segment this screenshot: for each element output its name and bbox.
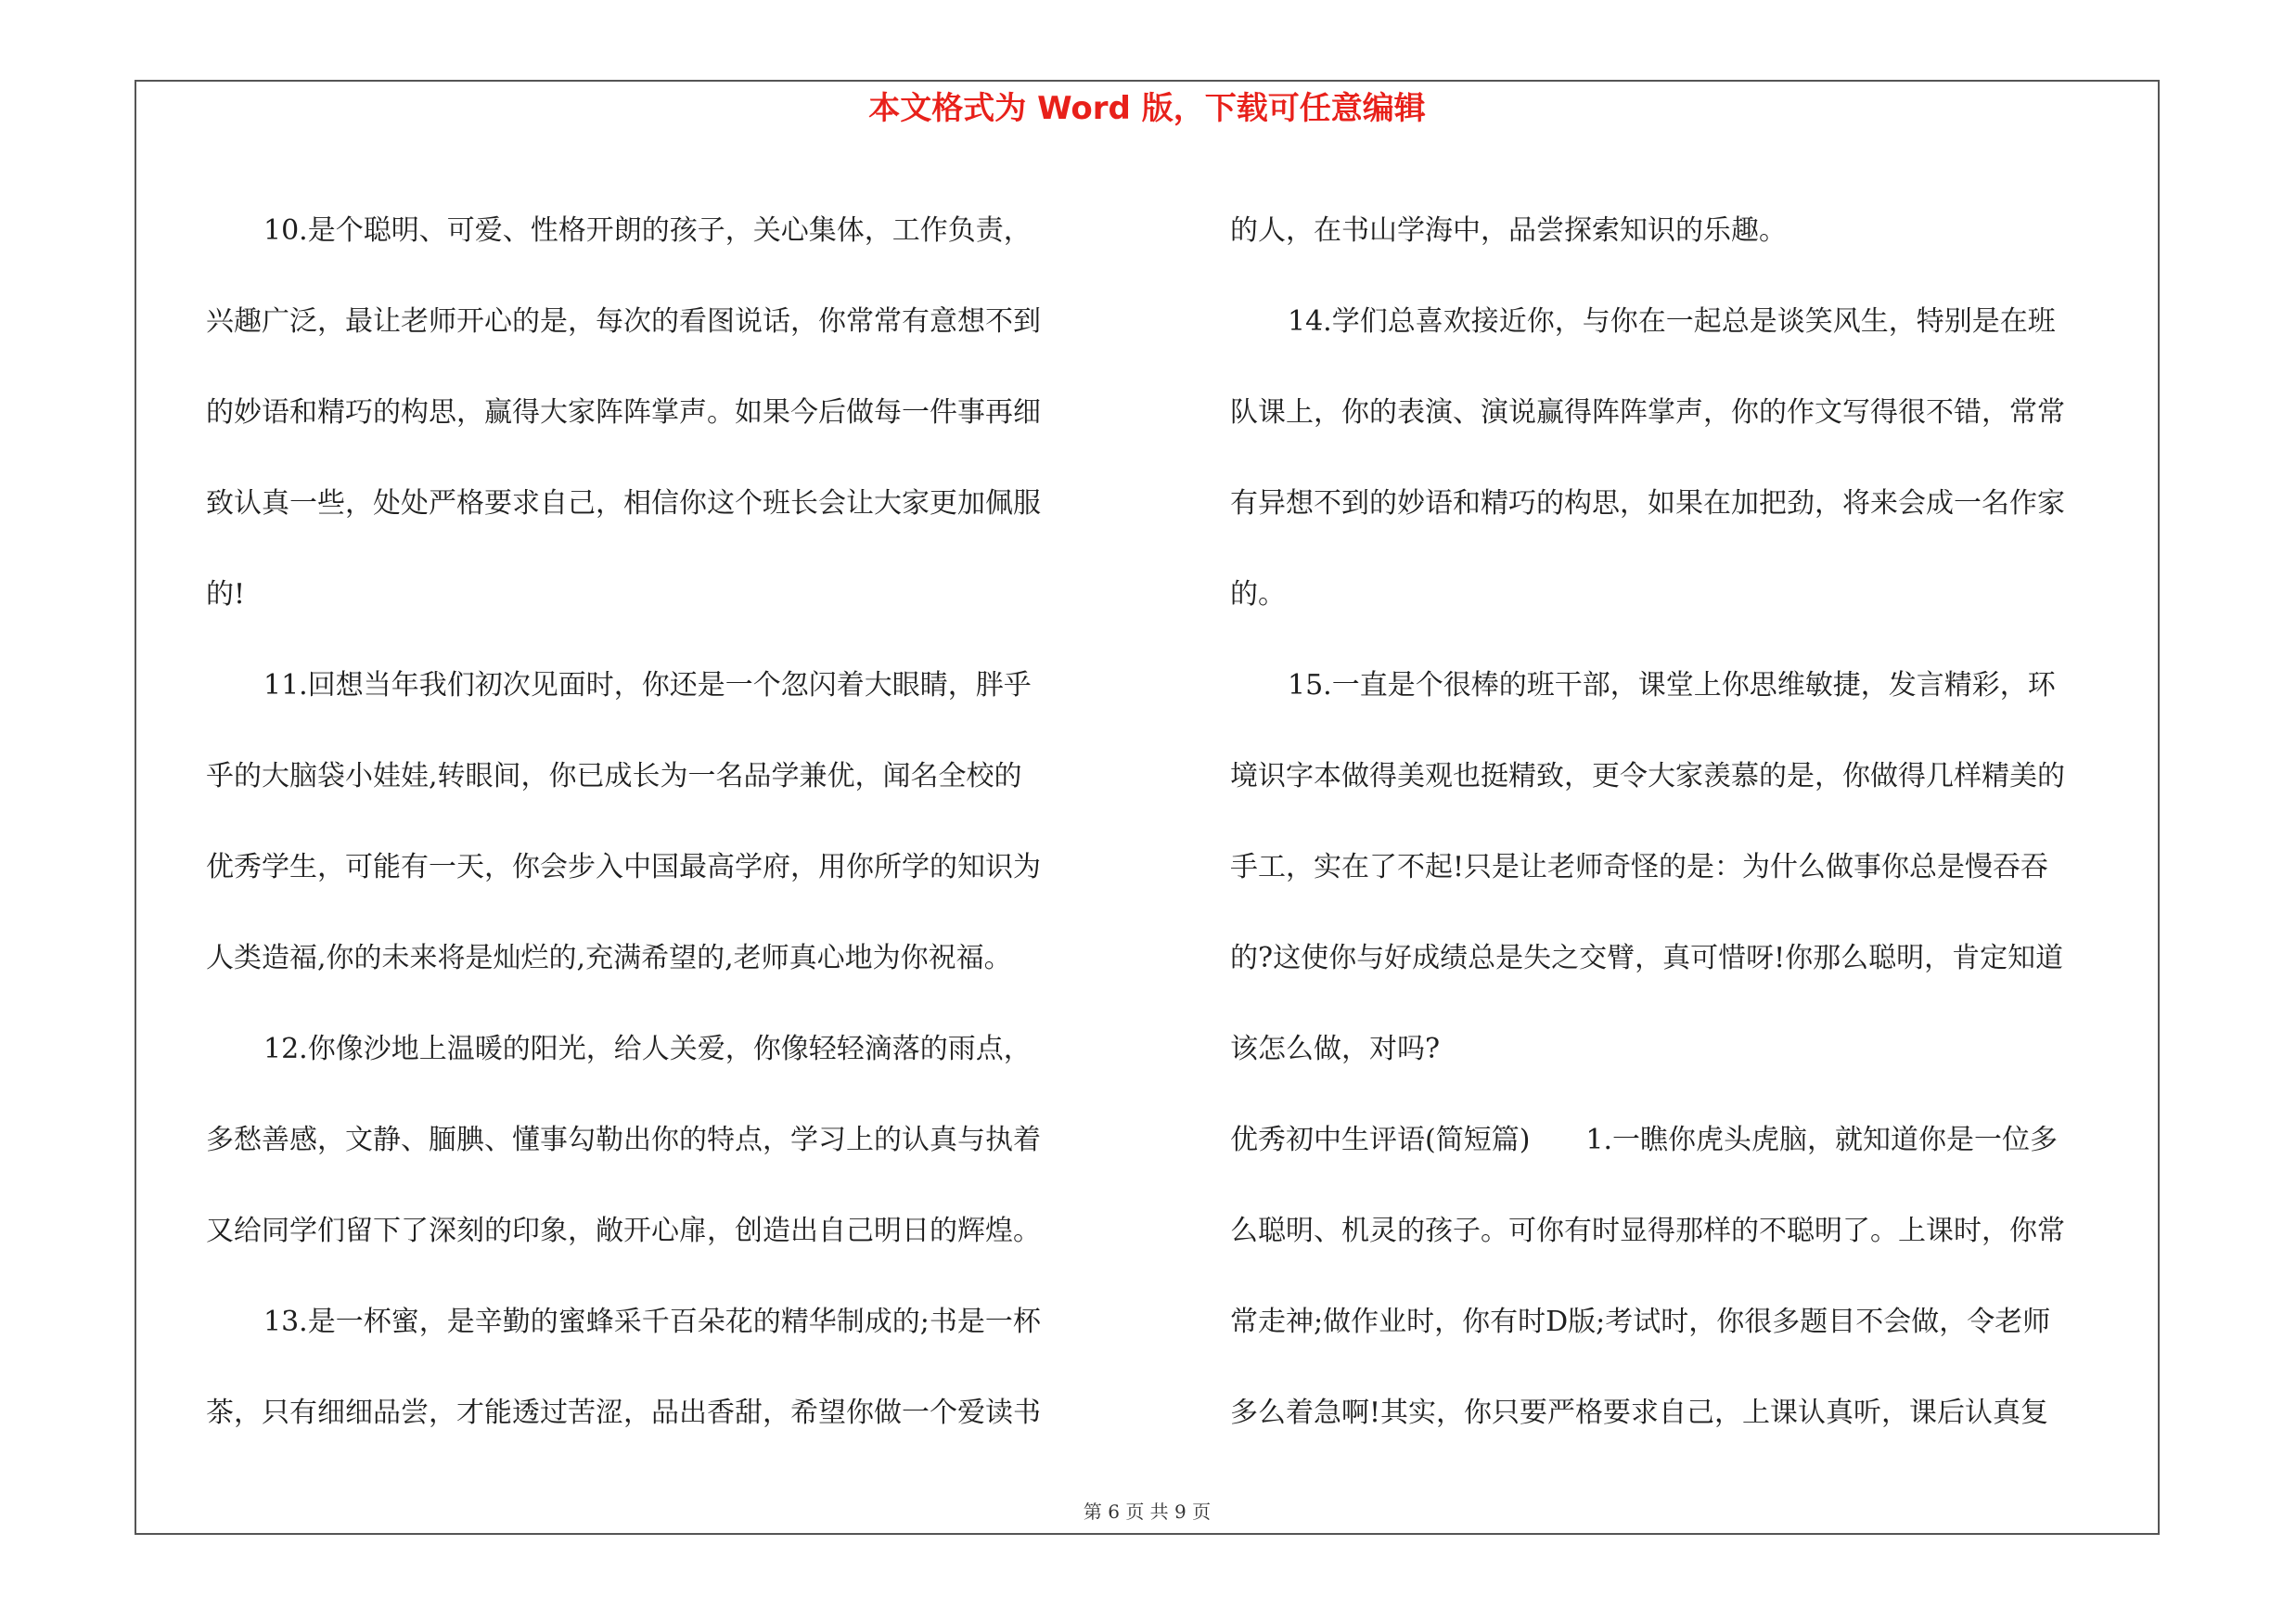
text-line: 多愁善感，文静、腼腆、懂事勾勒出你的特点，学习上的认真与执着	[206, 1124, 1041, 1156]
text-line: 11.回想当年我们初次见面时，你还是一个忽闪着大眼睛，胖乎	[263, 669, 1032, 702]
text-line: 13.是一杯蜜，是辛勤的蜜蜂采千百朵花的精华制成的;书是一杯	[263, 1306, 1041, 1338]
text-line: 的。	[1230, 578, 1286, 611]
text-line: 又给同学们留下了深刻的印象，敞开心扉，创造出自己明日的辉煌。	[206, 1215, 1041, 1247]
page-number: 第 6 页 共 9 页	[1083, 1501, 1212, 1523]
text-line: 茶，只有细细品尝，才能透过苦涩，品出香甜，希望你做一个爱读书	[206, 1397, 1041, 1429]
text-line: 多么着急啊!其实，你只要严格要求自己，上课认真听，课后认真复	[1230, 1397, 2049, 1429]
text-line: 10.是个聪明、可爱、性格开朗的孩子，关心集体，工作负责，	[263, 214, 1032, 247]
text-line: 境识字本做得美观也挺精致，更令大家羡慕的是，你做得几样精美的	[1230, 760, 2065, 792]
text-line: 14.学们总喜欢接近你，与你在一起总是谈笑风生，特别是在班	[1288, 305, 2056, 338]
text-line: 有异想不到的妙语和精巧的构思，如果在加把劲，将来会成一名作家	[1230, 487, 2065, 520]
text-line: 12.你像沙地上温暖的阳光，给人关爱，你像轻轻滴落的雨点，	[263, 1033, 1032, 1065]
left-column	[206, 186, 1124, 1459]
text-line: 人类造福,你的未来将是灿烂的,充满希望的,老师真心地为你祝福。	[206, 942, 1012, 974]
right-column	[1230, 186, 2148, 1459]
text-line: 队课上，你的表演、演说赢得阵阵掌声，你的作文写得很不错，常常	[1230, 396, 2065, 429]
text-line: 常走神;做作业时，你有时D版;考试时，你很多题目不会做，令老师	[1230, 1306, 2051, 1338]
text-line: 致认真一些，处处严格要求自己，相信你这个班长会让大家更加佩服	[206, 487, 1041, 520]
text-line: 优秀初中生评语(简短篇) 1.一瞧你虎头虎脑，就知道你是一位多	[1230, 1124, 2059, 1156]
text-line: 该怎么做，对吗?	[1230, 1033, 1441, 1065]
text-line: 的!	[206, 578, 246, 611]
header-banner: 本文格式为 Word 版，下载可任意编辑	[868, 90, 1426, 127]
text-line: 么聪明、机灵的孩子。可你有时显得那样的不聪明了。上课时，你常	[1230, 1215, 2065, 1247]
text-line: 15.一直是个很棒的班干部，课堂上你思维敏捷，发言精彩，环	[1288, 669, 2056, 702]
text-line: 乎的大脑袋小娃娃,转眼间，你已成长为一名品学兼优，闻名全校的	[206, 760, 1022, 792]
text-line: 的人，在书山学海中，品尝探索知识的乐趣。	[1230, 214, 1787, 247]
text-line: 兴趣广泛，最让老师开心的是，每次的看图说话，你常常有意想不到	[206, 305, 1041, 338]
text-line: 的?这使你与好成绩总是失之交臂，真可惜呀!你那么聪明，肯定知道	[1230, 942, 2064, 974]
text-line: 优秀学生，可能有一天，你会步入中国最高学府，用你所学的知识为	[206, 851, 1041, 883]
text-line: 的妙语和精巧的构思，赢得大家阵阵掌声。如果今后做每一件事再细	[206, 396, 1041, 429]
text-line: 手工，实在了不起!只是让老师奇怪的是：为什么做事你总是慢吞吞	[1230, 851, 2049, 883]
